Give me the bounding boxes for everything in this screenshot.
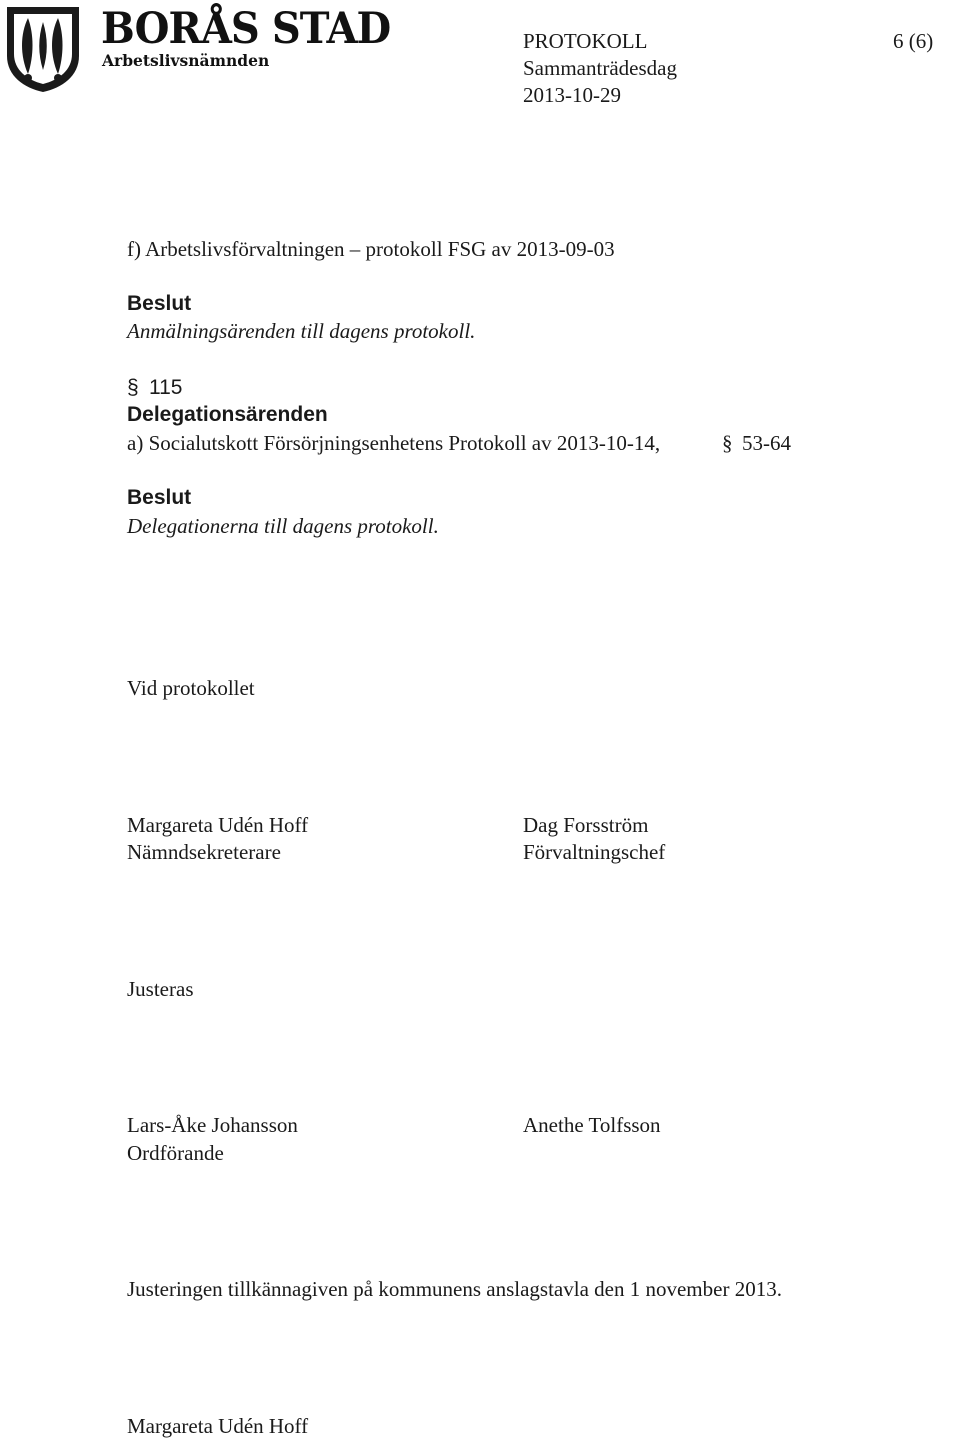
justeras-label: Justeras: [127, 977, 194, 1001]
city-crest-logo: [4, 4, 82, 94]
signer1-name: Margareta Udén Hoff: [127, 813, 309, 837]
footer-signer-name: Margareta Udén Hoff: [127, 1414, 309, 1438]
section-decision-label: Beslut: [127, 486, 192, 509]
item-f-decision-text: Anmälningsärenden till dagens protokoll.: [127, 319, 476, 343]
logo-title: BORÅS STAD: [101, 4, 391, 54]
signer4-name: Anethe Tolfsson: [523, 1113, 661, 1137]
item-f-heading: f) Arbetslivsförvaltningen – protokoll FSG av 2013-09-03: [127, 237, 615, 261]
section-item-a-ref: 53-64: [742, 431, 791, 455]
signer2-name: Dag Forsström: [523, 813, 649, 837]
page-number: 6 (6): [893, 29, 934, 53]
signer3-name: Lars-Åke Johansson: [127, 1113, 298, 1137]
item-f-decision-label: Beslut: [127, 292, 192, 315]
signer2-role: Förvaltningschef: [523, 840, 666, 864]
doc-type: PROTOKOLL: [523, 29, 648, 53]
section-decision-text: Delegationerna till dagens protokoll.: [127, 514, 439, 538]
section-title: Delegationsärenden: [127, 403, 328, 426]
section-item-a-text: a) Socialutskott Försörjningsenhetens Protokoll av 2013-10-14,: [127, 431, 661, 455]
meeting-label: Sammanträdesdag: [523, 56, 677, 80]
vid-protokollet-label: Vid protokollet: [127, 676, 255, 700]
justering-notice: Justeringen tillkännagiven på kommunens anslagstavla den 1 november 2013.: [127, 1277, 782, 1301]
logo-subtitle: Arbetslivsnämnden: [102, 51, 270, 70]
section-symbol: §: [127, 376, 139, 399]
signer1-role: Nämndsekreterare: [127, 840, 281, 864]
meeting-date: 2013-10-29: [523, 83, 621, 107]
section-number: 115: [149, 376, 183, 399]
signer3-role: Ordförande: [127, 1141, 224, 1165]
section-ref-symbol: §: [722, 431, 733, 455]
